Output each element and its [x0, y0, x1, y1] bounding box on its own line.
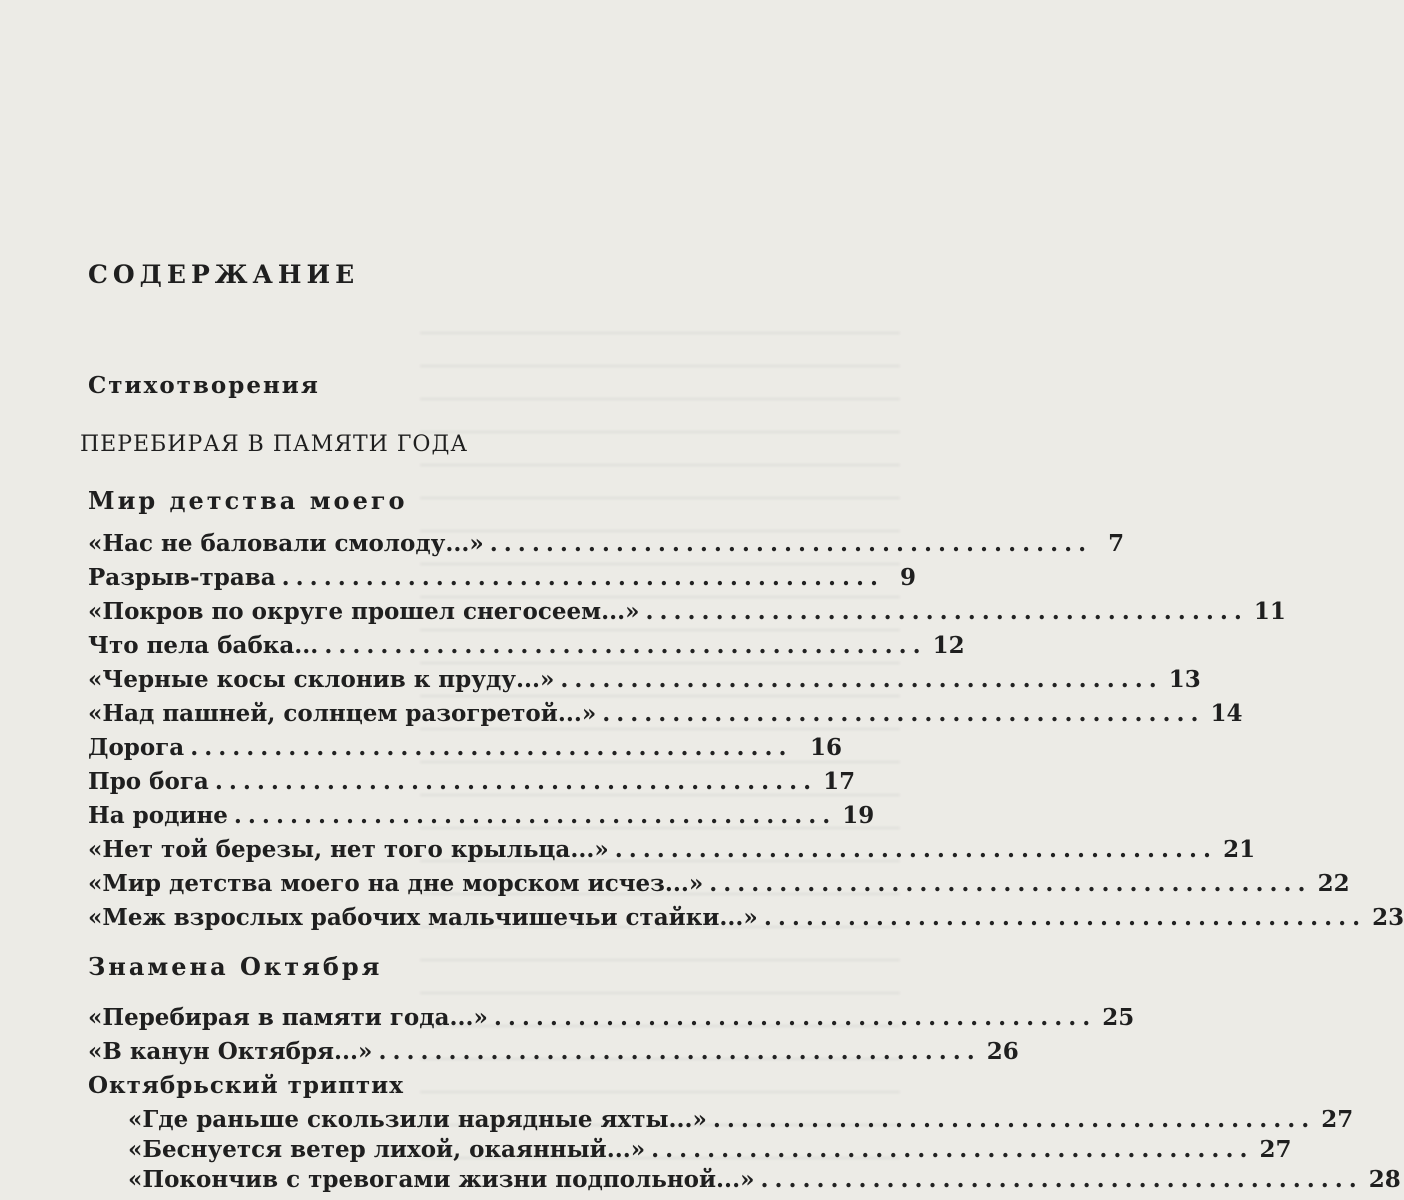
toc-entry-page: 27	[1259, 1136, 1292, 1163]
toc-entry-page: 25	[1102, 1004, 1135, 1031]
toc-entry-page: 12	[932, 632, 965, 659]
leader-dots: ...........................................	[763, 904, 1367, 931]
toc-entry-page: 23	[1372, 904, 1404, 931]
toc-entry	[88, 632, 965, 662]
contents-heading: СОДЕРЖАНИЕ	[88, 260, 360, 289]
toc-subentry	[128, 1136, 1292, 1166]
toc-subentry	[128, 1166, 1401, 1196]
toc-entry	[88, 1004, 1135, 1034]
leader-dots: ...........................................	[214, 768, 818, 795]
section-heading: Стихотворения	[88, 372, 320, 399]
toc-entry-page: 11	[1253, 598, 1286, 625]
leader-dots: ...........................................	[233, 802, 837, 829]
toc-entry-page: 7	[1108, 530, 1125, 557]
leader-dots: ...........................................	[602, 700, 1205, 727]
leader-dots: ...........................................	[760, 1166, 1363, 1193]
group-heading: Знамена Октября	[88, 952, 383, 981]
toc-entry-title: «Меж взрослых рабочих мальчишечьи стайки...»	[88, 904, 758, 931]
toc-entry-page: 13	[1168, 666, 1201, 693]
leader-dots: ...........................................	[645, 598, 1248, 625]
leader-dots: ...........................................	[560, 666, 1163, 693]
leader-dots: ...........................................	[651, 1136, 1254, 1163]
toc-entry-page: 27	[1321, 1106, 1354, 1133]
part-heading: ПЕРЕБИРАЯ В ПАМЯТИ ГОДА	[80, 432, 468, 457]
toc-entry-title: «Мир детства моего на дне морском исчез...»	[88, 870, 704, 897]
toc-entry-title: На родине	[88, 802, 228, 829]
toc-entry-page: 14	[1210, 700, 1243, 727]
leader-dots: ...........................................	[190, 734, 793, 761]
toc-entry	[88, 904, 1404, 934]
toc-entry	[88, 802, 875, 832]
toc-entry-title: Про бога	[88, 768, 209, 795]
group-heading: Мир детства моего	[88, 486, 408, 515]
toc-entry	[88, 734, 842, 764]
toc-entry	[88, 564, 916, 594]
toc-entry-title: «В канун Октября...»	[88, 1038, 373, 1065]
toc-entry-page: 16	[809, 734, 842, 761]
toc-entry	[88, 530, 1125, 560]
toc-entry-title: «Нет той березы, нет того крыльца...»	[88, 836, 609, 863]
toc-entry-title: Разрыв-трава	[88, 564, 276, 591]
toc-entry	[88, 870, 1350, 900]
toc-entry-title: «Черные косы склонив к пруду...»	[88, 666, 555, 693]
toc-entry-page: 9	[899, 564, 916, 591]
leader-dots: ...........................................	[378, 1038, 981, 1065]
leader-dots: ...........................................	[712, 1106, 1316, 1133]
toc-subentry	[128, 1106, 1354, 1136]
toc-entry-title: «Перебирая в памяти года...»	[88, 1004, 488, 1031]
toc-entry-page: 28	[1368, 1166, 1401, 1193]
toc-entry-title: Дорога	[88, 734, 185, 761]
toc-entry-title: «Покончив с тревогами жизни подпольной...»	[128, 1166, 755, 1193]
toc-entry	[88, 768, 856, 798]
toc-entry	[88, 836, 1256, 866]
leader-dots: ...........................................	[489, 530, 1093, 557]
toc-entry	[88, 666, 1201, 696]
toc-entry-title: «Покров по округе прошел снегосеем...»	[88, 598, 640, 625]
leader-dots: ...........................................	[614, 836, 1218, 863]
toc-entry	[88, 1038, 1019, 1068]
toc-entry-title: «Над пашней, солнцем разогретой...»	[88, 700, 597, 727]
subgroup-heading: Октябрьский триптих	[88, 1072, 404, 1099]
leader-dots: ...........................................	[709, 870, 1312, 897]
toc-entry-page: 17	[823, 768, 856, 795]
toc-entry-page: 22	[1317, 870, 1350, 897]
leader-dots: ...........................................	[493, 1004, 1097, 1031]
toc-entry-title: Что пела бабка...	[88, 632, 319, 659]
toc-entry-page: 21	[1223, 836, 1256, 863]
toc-entry-title: «Беснуется ветер лихой, окаянный...»	[128, 1136, 646, 1163]
toc-entry-title: «Где раньше скользили нарядные яхты...»	[128, 1106, 707, 1133]
leader-dots: ...........................................	[324, 632, 927, 659]
toc-entry	[88, 700, 1243, 730]
toc-entry	[88, 598, 1286, 628]
toc-entry-page: 26	[986, 1038, 1019, 1065]
toc-entry-page: 19	[842, 802, 875, 829]
toc-entry-title: «Нас не баловали смолоду...»	[88, 530, 484, 557]
leader-dots: ...........................................	[281, 564, 884, 591]
